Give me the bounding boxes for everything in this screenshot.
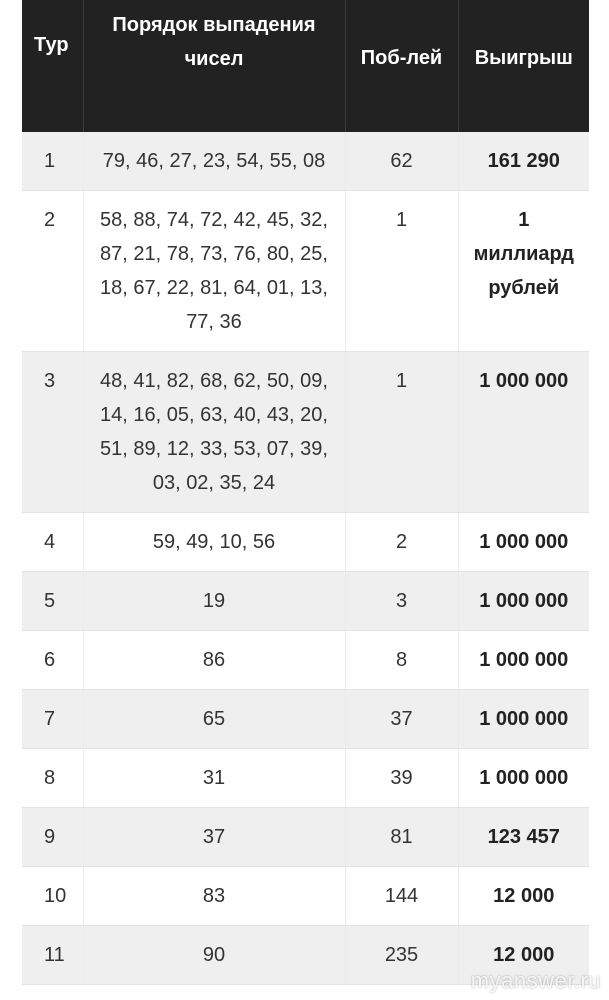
cell-numbers: 31 (83, 749, 345, 808)
cell-tur: 11 (22, 926, 83, 985)
table-row (22, 867, 589, 926)
table-row (22, 352, 589, 513)
cell-winners: 2 (345, 513, 458, 572)
cell-winners: 1 (345, 191, 458, 352)
cell-winners: 81 (345, 808, 458, 867)
header-prize: Выигрыш (458, 0, 589, 132)
cell-winners: 1 (345, 352, 458, 513)
cell-winners: 8 (345, 631, 458, 690)
cell-tur: 8 (22, 749, 83, 808)
table-body (22, 132, 589, 985)
cell-prize: 1 000 000 (458, 690, 589, 749)
cell-numbers: 59, 49, 10, 56 (83, 513, 345, 572)
cell-tur: 2 (22, 191, 83, 352)
cell-winners: 39 (345, 749, 458, 808)
cell-winners: 3 (345, 572, 458, 631)
table-row (22, 690, 589, 749)
results-table (22, 0, 589, 985)
cell-tur: 1 (22, 132, 83, 191)
cell-tur: 6 (22, 631, 83, 690)
header-row (22, 0, 589, 132)
cell-numbers: 65 (83, 690, 345, 749)
cell-numbers: 58, 88, 74, 72, 42, 45, 32, 87, 21, 78, 73, 76, 80, 25, 18, 67, 22, 81, 64, 01, 13, 77, 36 (83, 191, 345, 352)
cell-numbers: 86 (83, 631, 345, 690)
cell-prize: 12 000 (458, 926, 589, 985)
cell-tur: 7 (22, 690, 83, 749)
cell-tur: 10 (22, 867, 83, 926)
cell-prize: 1 000 000 (458, 513, 589, 572)
cell-numbers: 79, 46, 27, 23, 54, 55, 08 (83, 132, 345, 191)
header-numbers: Порядок выпадения чисел (83, 0, 345, 132)
cell-prize: 1 000 000 (458, 352, 589, 513)
cell-prize: 123 457 (458, 808, 589, 867)
table-row (22, 513, 589, 572)
table-row (22, 572, 589, 631)
cell-tur: 9 (22, 808, 83, 867)
cell-prize: 1 000 000 (458, 572, 589, 631)
cell-tur: 3 (22, 352, 83, 513)
table-row (22, 808, 589, 867)
cell-numbers: 19 (83, 572, 345, 631)
cell-numbers: 83 (83, 867, 345, 926)
cell-winners: 37 (345, 690, 458, 749)
header-winners: Поб-лей (345, 0, 458, 132)
cell-prize: 161 290 (458, 132, 589, 191)
cell-tur: 4 (22, 513, 83, 572)
table-row (22, 749, 589, 808)
cell-prize: 12 000 (458, 867, 589, 926)
cell-winners: 235 (345, 926, 458, 985)
cell-prize: 1 000 000 (458, 631, 589, 690)
header-tur: Тур (22, 0, 83, 132)
cell-numbers: 37 (83, 808, 345, 867)
table-row (22, 132, 589, 191)
cell-tur: 5 (22, 572, 83, 631)
table-header (22, 0, 589, 132)
table-row (22, 191, 589, 352)
cell-winners: 62 (345, 132, 458, 191)
table-row (22, 631, 589, 690)
watermark: myanswer.ru (470, 968, 601, 993)
cell-numbers: 90 (83, 926, 345, 985)
cell-prize: 1 миллиард рублей (458, 191, 589, 352)
cell-winners: 144 (345, 867, 458, 926)
cell-prize: 1 000 000 (458, 749, 589, 808)
cell-numbers: 48, 41, 82, 68, 62, 50, 09, 14, 16, 05, 63, 40, 43, 20, 51, 89, 12, 33, 53, 07, 39, 03, 02, 35, 24 (83, 352, 345, 513)
